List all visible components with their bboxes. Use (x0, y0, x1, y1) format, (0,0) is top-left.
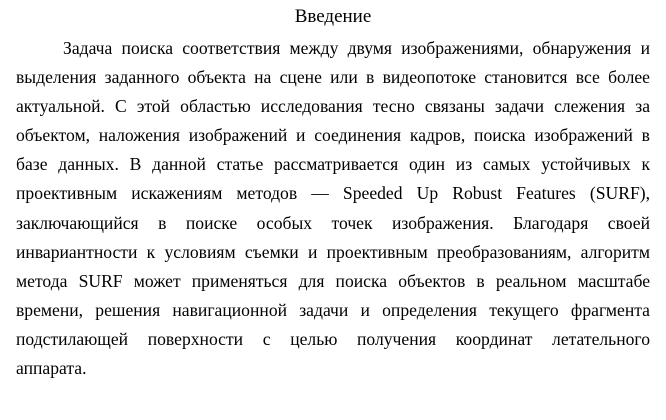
paragraph-line: актуальной. С этой областью исследования тесно связаны задачи слежения за (16, 96, 650, 117)
intro-paragraph (16, 34, 650, 383)
paragraph-line: выделения заданного объекта на сцене или в видеопотоке становится все более (16, 67, 650, 88)
paragraph-line: проективным искажениям методов — Speeded Up Robust Features (SURF), (16, 183, 650, 204)
section-title: Введение (294, 6, 372, 27)
paragraph-line: инвариантности к условиям съемки и проективным преобразованиям, алгоритм (16, 241, 650, 262)
paragraph-line: времени, решения навигационной задачи и определения текущего фрагмента (16, 299, 650, 320)
paragraph-line: базе данных. В данной статье рассматривается один из самых устойчивых к (16, 154, 650, 175)
paragraph-line: заключающийся в поиске особых точек изображения. Благодаря своей (16, 212, 650, 233)
paragraph-line: метода SURF может применяться для поиска объектов в реальном масштабе (16, 270, 650, 291)
paragraph-line: Задача поиска соответствия между двумя изображениями, обнаружения и (63, 38, 650, 58)
paragraph-line: подстилающей поверхности с целью получения координат летательного (16, 328, 650, 349)
paragraph-line: аппарата. (16, 358, 87, 379)
paragraph-line: объектом, наложения изображений и соединения кадров, поиска изображений в (16, 125, 650, 146)
